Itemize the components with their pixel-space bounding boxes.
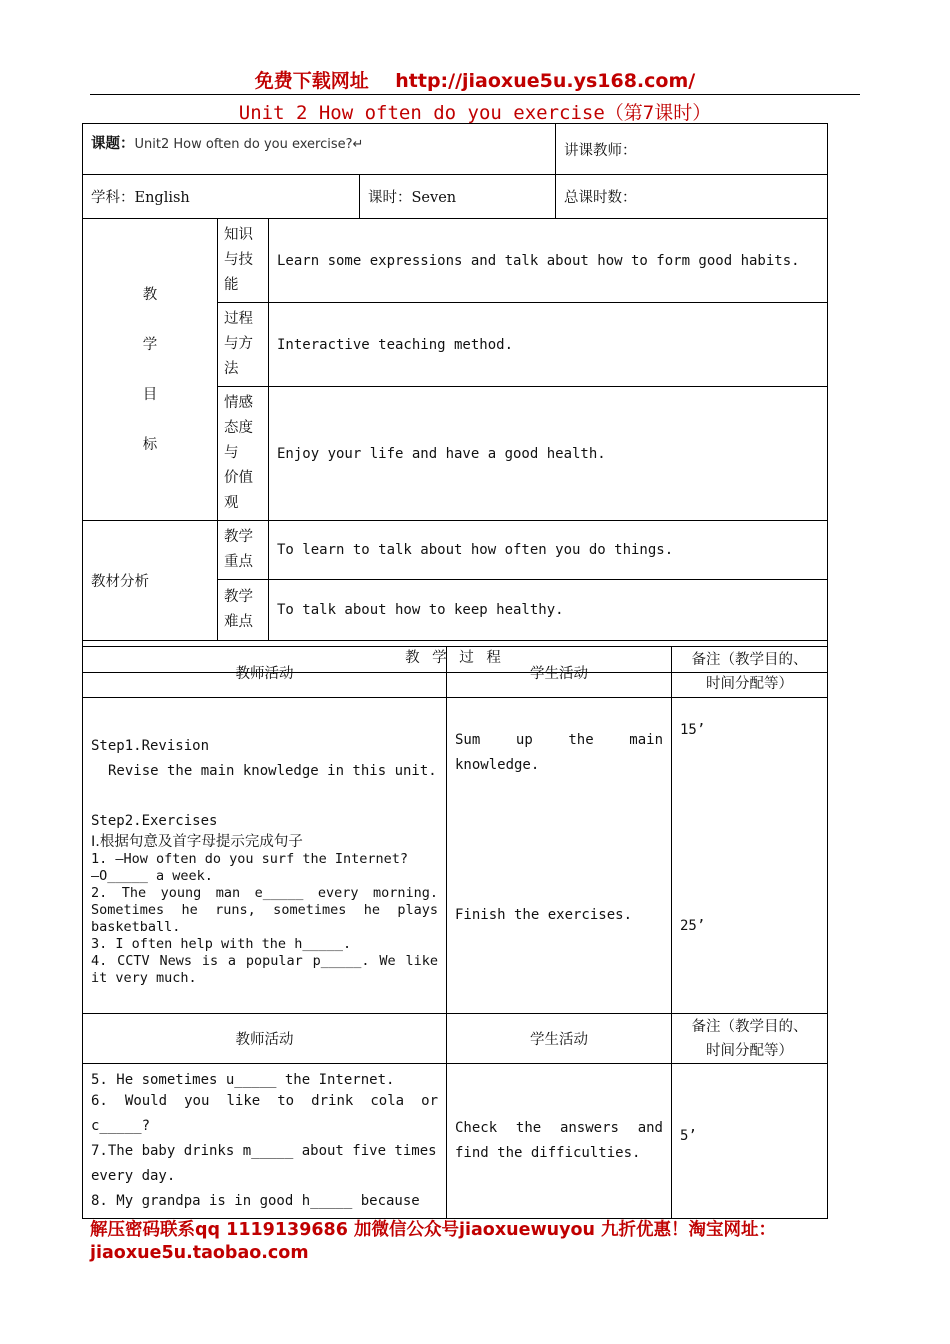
teacher-activity-cell: [83, 698, 447, 1014]
exercise-line: 3. I often help with the h_____.: [91, 936, 352, 952]
student-activity-2: Finish the exercises.: [455, 907, 633, 923]
step1-text: Revise the main knowledge in this unit.: [108, 763, 437, 779]
exercise-line: 7.The baby drinks m_____ about five times every day.: [91, 1143, 437, 1184]
exercise-heading: I.根据句意及首字母提示完成句子: [91, 834, 303, 850]
process-title: 教 学 过 程: [83, 641, 828, 673]
process-table-2: [82, 1013, 828, 1219]
exercise-line: 8. My grandpa is in good h_____ because: [91, 1193, 420, 1209]
col-student-activity: 学生活动: [447, 647, 672, 698]
col-notes: 备注（教学目的、 时间分配等）: [672, 647, 828, 698]
info-objectives-table: [82, 123, 828, 673]
objective-label-knowledge: 知识 与技 能: [218, 219, 269, 303]
time-2: 25’: [680, 918, 706, 934]
site-url-link[interactable]: http://jiaoxue5u.ys168.com/: [395, 70, 696, 92]
objectives-char: 学: [142, 336, 158, 353]
objectives-label: [83, 219, 218, 521]
topic-cell: [83, 124, 556, 175]
topic-label: 课题：: [91, 136, 135, 152]
exercise-line: 2. The young man e_____ every morning. Sometimes he runs, sometimes he plays basketball.: [91, 885, 438, 935]
download-site-header: [0, 66, 950, 93]
objective-label-attitude: 情感 态度 与 价值 观: [218, 387, 269, 521]
step2-title: Step2.Exercises: [91, 813, 218, 829]
objectives-char: 目: [142, 386, 158, 403]
step1-title: Step1.Revision: [91, 738, 210, 754]
analysis-content-key: To learn to talk about how often you do things.: [269, 521, 828, 580]
teacher-activity-cell: [83, 1064, 447, 1219]
col-student-activity: 学生活动: [447, 1014, 672, 1064]
analysis-label: 教材分析: [83, 521, 218, 641]
objective-content-attitude: Enjoy your life and have a good health.: [269, 387, 828, 521]
period-cell: 课时：Seven: [360, 175, 556, 219]
student-activity-cell: [447, 698, 672, 1014]
analysis-label-key: 教学 重点: [218, 521, 269, 580]
objective-label-process: 过程 与方 法: [218, 303, 269, 387]
student-activity-1: Sum up the main knowledge.: [455, 732, 663, 773]
subject-cell: 学科：English: [83, 175, 360, 219]
topic-value: Unit2 How often do you exercise?↵: [134, 137, 364, 152]
exercise-line: 1. —How often do you surf the Internet?: [91, 851, 408, 867]
analysis-label-difficult: 教学 难点: [218, 580, 269, 641]
site-label: 免费下载网址: [254, 70, 369, 92]
student-activity-3: Check the answers and find the difficulties.: [455, 1120, 663, 1161]
objective-content-process: Interactive teaching method.: [269, 303, 828, 387]
exercise-line: —O_____ a week.: [91, 868, 213, 884]
document-title: Unit 2 How often do you exercise（第7课时）: [238, 102, 712, 124]
objectives-char: 标: [142, 436, 158, 453]
time-3: 5’: [680, 1128, 697, 1144]
teacher-cell: 讲课教师：: [556, 124, 828, 175]
objective-content-knowledge: Learn some expressions and talk about how to form good habits.: [269, 219, 828, 303]
time-1: 15’: [680, 722, 706, 738]
notes-cell: [672, 698, 828, 1014]
exercise-line: 5. He sometimes u_____ the Internet.: [91, 1072, 395, 1088]
student-activity-cell: [447, 1064, 672, 1219]
col-teacher-activity: 教师活动: [83, 647, 447, 698]
header-rule: [90, 94, 860, 95]
exercise-line: 4. CCTV News is a popular p_____. We like it very much.: [91, 953, 438, 986]
col-notes: 备注（教学目的、 时间分配等）: [672, 1014, 828, 1064]
total-periods-cell: 总课时数：: [556, 175, 828, 219]
col-teacher-activity: 教师活动: [83, 1014, 447, 1064]
analysis-content-difficult: To talk about how to keep healthy.: [269, 580, 828, 641]
notes-cell: [672, 1064, 828, 1219]
footer-contact: 解压密码联系qq 1119139686 加微信公众号jiaoxuewuyou 九折优惠！淘宝网址：jiaoxue5u.taobao.com: [90, 1220, 777, 1263]
process-table-1: [82, 646, 828, 1014]
exercise-line: 6. Would you like to drink cola or c_____?: [91, 1093, 438, 1134]
objectives-char: 教: [142, 286, 158, 303]
